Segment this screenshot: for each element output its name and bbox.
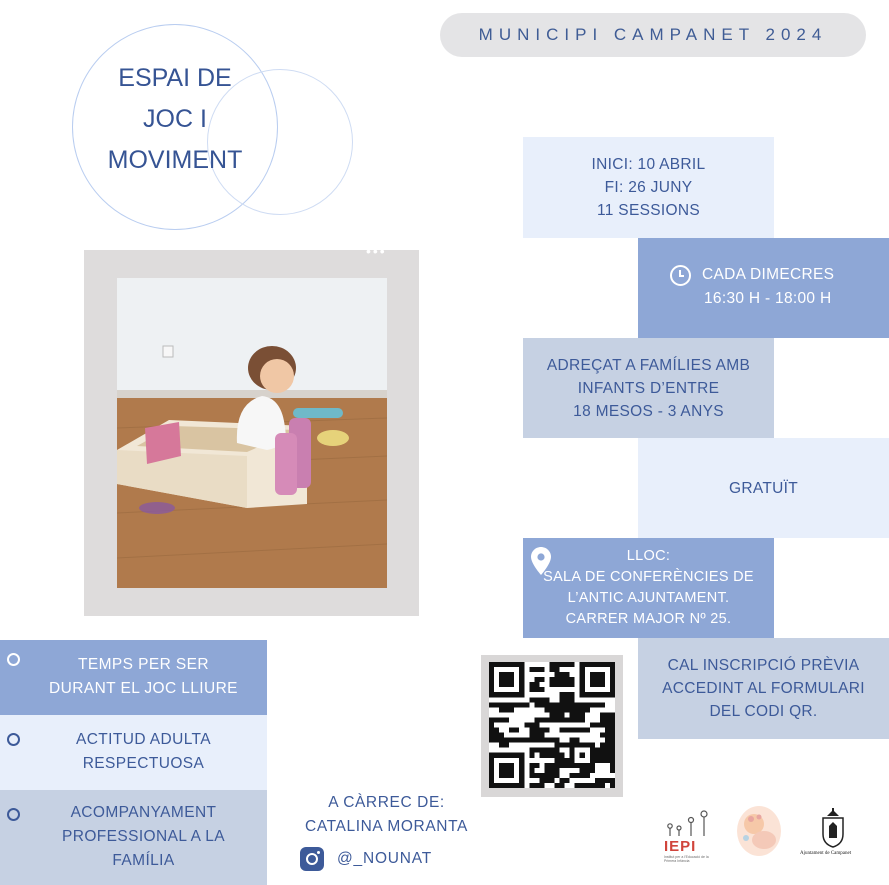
feature-item-respectful-attitude bbox=[0, 715, 267, 790]
place-box bbox=[523, 538, 774, 638]
iepi-logo-text: IEPI bbox=[664, 838, 697, 855]
feature-item-professional-support bbox=[0, 790, 267, 885]
feature-2-line-1: ACTITUD ADULTA bbox=[75, 731, 212, 748]
feature-2-line-2: RESPECTUOSA bbox=[82, 755, 205, 772]
feature-3-line-3: FAMÍLIA bbox=[112, 852, 175, 869]
photo-dots: ••• bbox=[366, 243, 387, 259]
session-count: 11 SESSIONS bbox=[597, 202, 700, 219]
ajuntament-logo-text: Ajuntament de Campanet bbox=[800, 851, 852, 856]
signup-line-2: ACCEDINT AL FORMULARI bbox=[662, 680, 865, 697]
feature-3-line-2: PROFESSIONAL A LA bbox=[61, 828, 225, 845]
credits-label: A CÀRREC DE: bbox=[328, 794, 445, 811]
price-box bbox=[638, 438, 889, 538]
header-pill bbox=[440, 13, 866, 57]
signup-box bbox=[638, 638, 889, 739]
bullet-icon bbox=[7, 653, 20, 666]
signup-line-3: DEL CODI QR. bbox=[709, 703, 818, 720]
schedule-day: CADA DIMECRES bbox=[702, 266, 835, 283]
municipality-label: MUNICIPI CAMPANET 2024 bbox=[478, 25, 828, 44]
instagram-icon bbox=[300, 847, 324, 871]
credits bbox=[294, 791, 479, 839]
location-pin-icon bbox=[531, 547, 551, 575]
start-date: INICI: 10 ABRIL bbox=[591, 156, 706, 173]
title-line-1: ESPAI DE bbox=[118, 64, 232, 92]
audience-box bbox=[523, 338, 774, 438]
feature-item-free-play bbox=[0, 640, 267, 715]
schedule-time: 16:30 H - 18:00 H bbox=[704, 290, 832, 307]
feature-1-line-2: DURANT EL JOC LLIURE bbox=[49, 680, 238, 697]
place-heading: LLOC: bbox=[626, 548, 671, 564]
title-line-3: MOVIMENT bbox=[107, 146, 243, 174]
place-line-2: L’ANTIC AJUNTAMENT. bbox=[567, 590, 730, 606]
baby-illustration-logo bbox=[734, 804, 784, 858]
child-playing-photo bbox=[117, 278, 387, 588]
audience-line-2: INFANTS D’ENTRE bbox=[577, 379, 720, 397]
bullet-icon bbox=[7, 733, 20, 746]
end-date: FI: 26 JUNY bbox=[604, 179, 693, 196]
clock-icon bbox=[670, 265, 691, 286]
title-line-2: JOC I bbox=[143, 105, 207, 133]
place-line-3: CARRER MAJOR Nº 25. bbox=[565, 611, 732, 627]
schedule-box bbox=[638, 238, 889, 338]
place-line-1: SALA DE CONFERÈNCIES DE bbox=[543, 569, 754, 585]
signup-line-1: CAL INSCRIPCIÓ PRÈVIA bbox=[667, 657, 860, 674]
iepi-logo-subtitle: Institut per a l'Educació de la Primera Infància bbox=[664, 855, 709, 863]
ajuntament-crest-icon bbox=[817, 808, 849, 848]
audience-line-1: ADREÇAT A FAMÍLIES AMB bbox=[546, 356, 751, 374]
bullet-icon bbox=[7, 808, 20, 821]
page-title bbox=[84, 58, 266, 181]
qr-code[interactable] bbox=[489, 662, 615, 788]
instagram-handle[interactable]: @_NOUNAT bbox=[337, 850, 433, 867]
feature-1-line-1: TEMPS PER SER bbox=[78, 656, 209, 673]
price-label: GRATUÏT bbox=[729, 479, 798, 497]
dates-box bbox=[523, 137, 774, 238]
audience-line-3: 18 MESOS - 3 ANYS bbox=[573, 402, 724, 420]
credits-name: CATALINA MORANTA bbox=[305, 818, 468, 835]
feature-3-line-1: ACOMPANYAMENT bbox=[70, 804, 217, 821]
